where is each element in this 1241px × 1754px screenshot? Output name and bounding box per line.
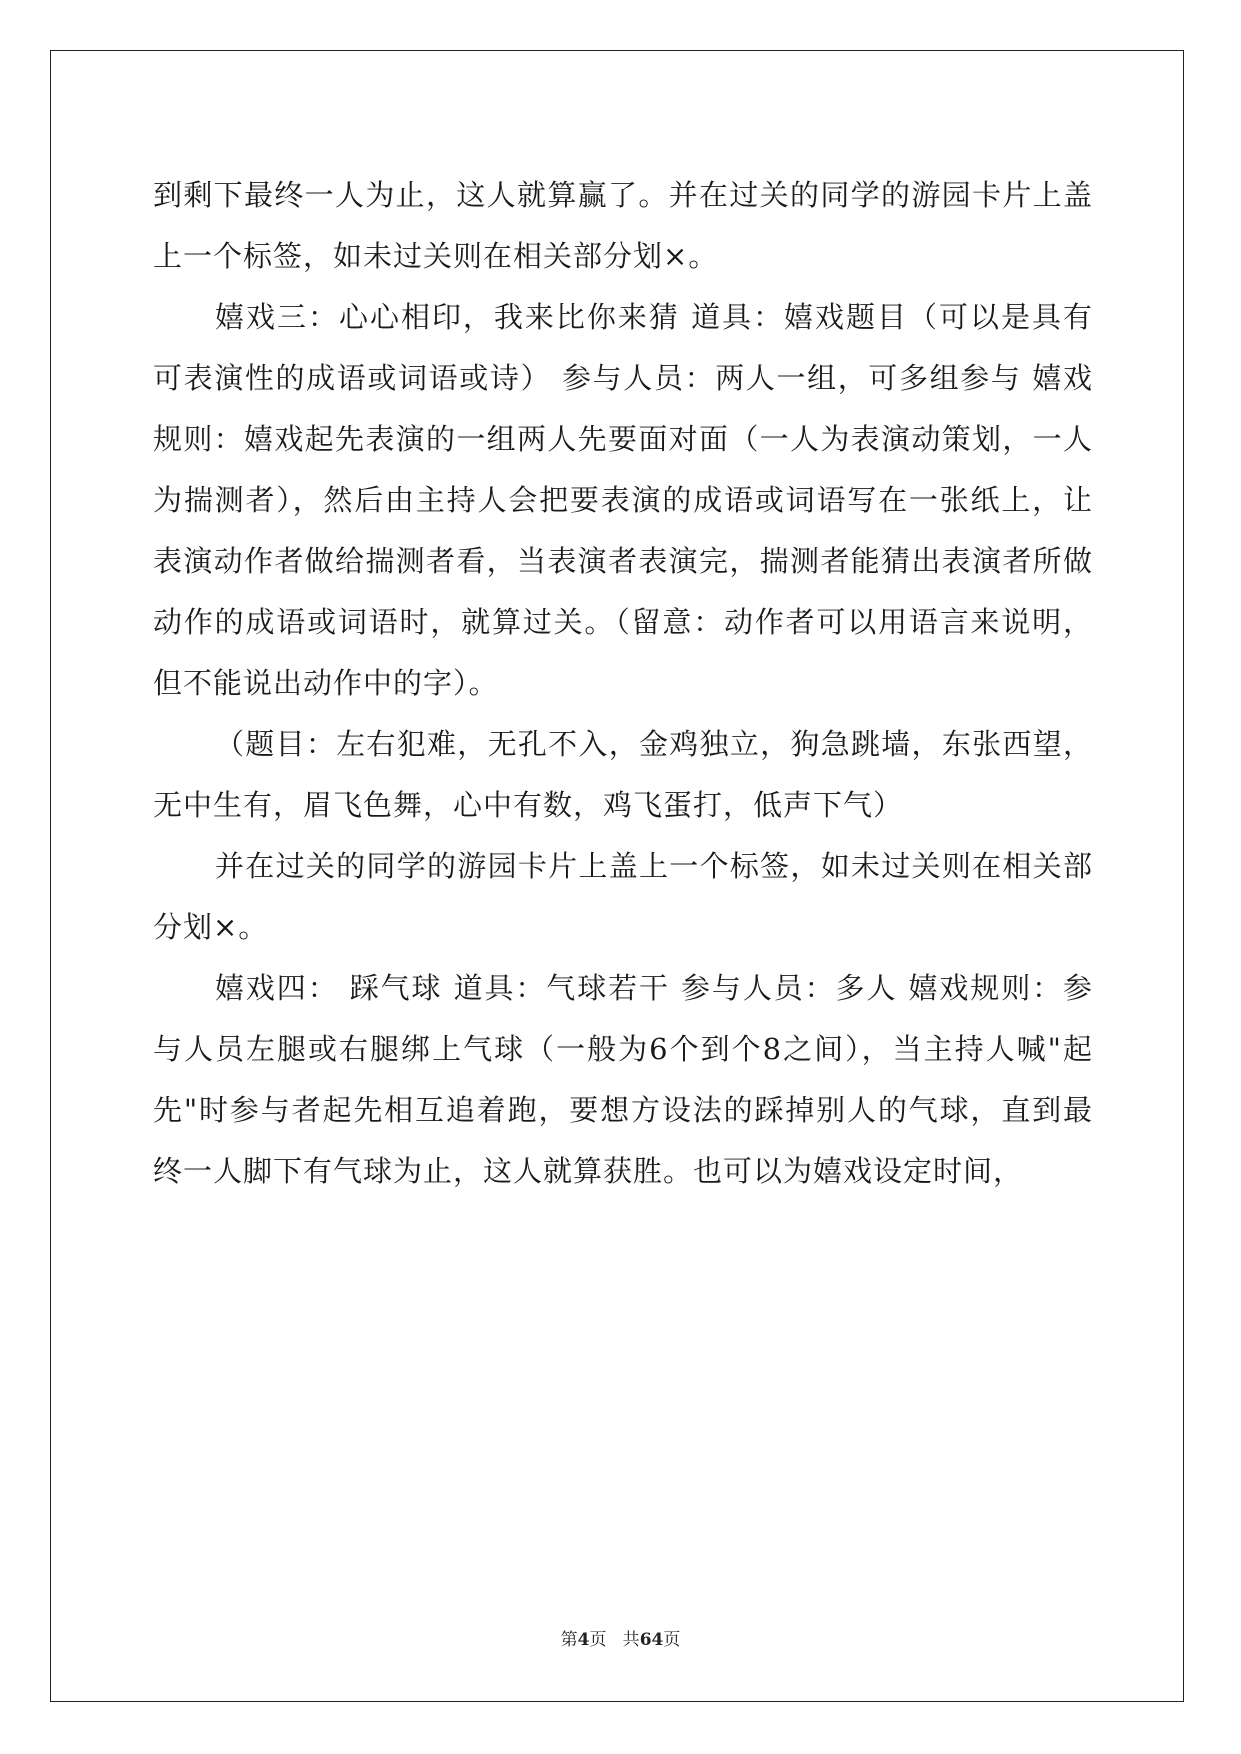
- page-footer: [0, 1625, 1241, 1650]
- document-body: [153, 165, 1093, 1202]
- paragraph-5: 嬉戏四： 踩气球 道具：气球若干 参与人员：多人 嬉戏规则：参与人员左腿或右腿绑上气球（一般为6个到个8之间），当主持人喊"起先"时参与者起先相互追着跑，要想方设法的踩掉别人的气球，直到最终一人脚下有气球为止，这人就算获胜。也可以为嬉戏设定时间，: [153, 971, 1093, 1188]
- footer-prefix: 第: [560, 1630, 578, 1650]
- paragraph-4: 并在过关的同学的游园卡片上盖上一个标签，如未过关则在相关部分划×。: [153, 849, 1093, 944]
- current-page-number: 4: [577, 1630, 590, 1650]
- footer-suffix: 页: [663, 1630, 681, 1650]
- paragraph-1: 到剩下最终一人为止，这人就算赢了。并在过关的同学的游园卡片上盖上一个标签，如未过关则在相关部分划×。: [153, 178, 1093, 273]
- paragraph-3: （题目：左右犯难，无孔不入，金鸡独立，狗急跳墙，东张西望，无中生有，眉飞色舞，心中有数，鸡飞蛋打，低声下气）: [153, 727, 1093, 822]
- paragraph-2: 嬉戏三：心心相印，我来比你来猜 道具：嬉戏题目（可以是具有可表演性的成语或词语或诗） 参与人员：两人一组，可多组参与 嬉戏规则：嬉戏起先表演的一组两人先要面对面（一人为表演动策划，一人为揣测者），然后由主持人会把要表演的成语或词语写在一张纸上，让表演动作者做给揣测者看，当表演者表演完，揣测者能猜出表演者所做动作的成语或词语时，就算过关。（留意：动作者可以用语言来说明，但不能说出动作中的字）。: [153, 300, 1093, 700]
- footer-mid: 页 共: [589, 1630, 640, 1650]
- total-page-number: 64: [639, 1630, 664, 1650]
